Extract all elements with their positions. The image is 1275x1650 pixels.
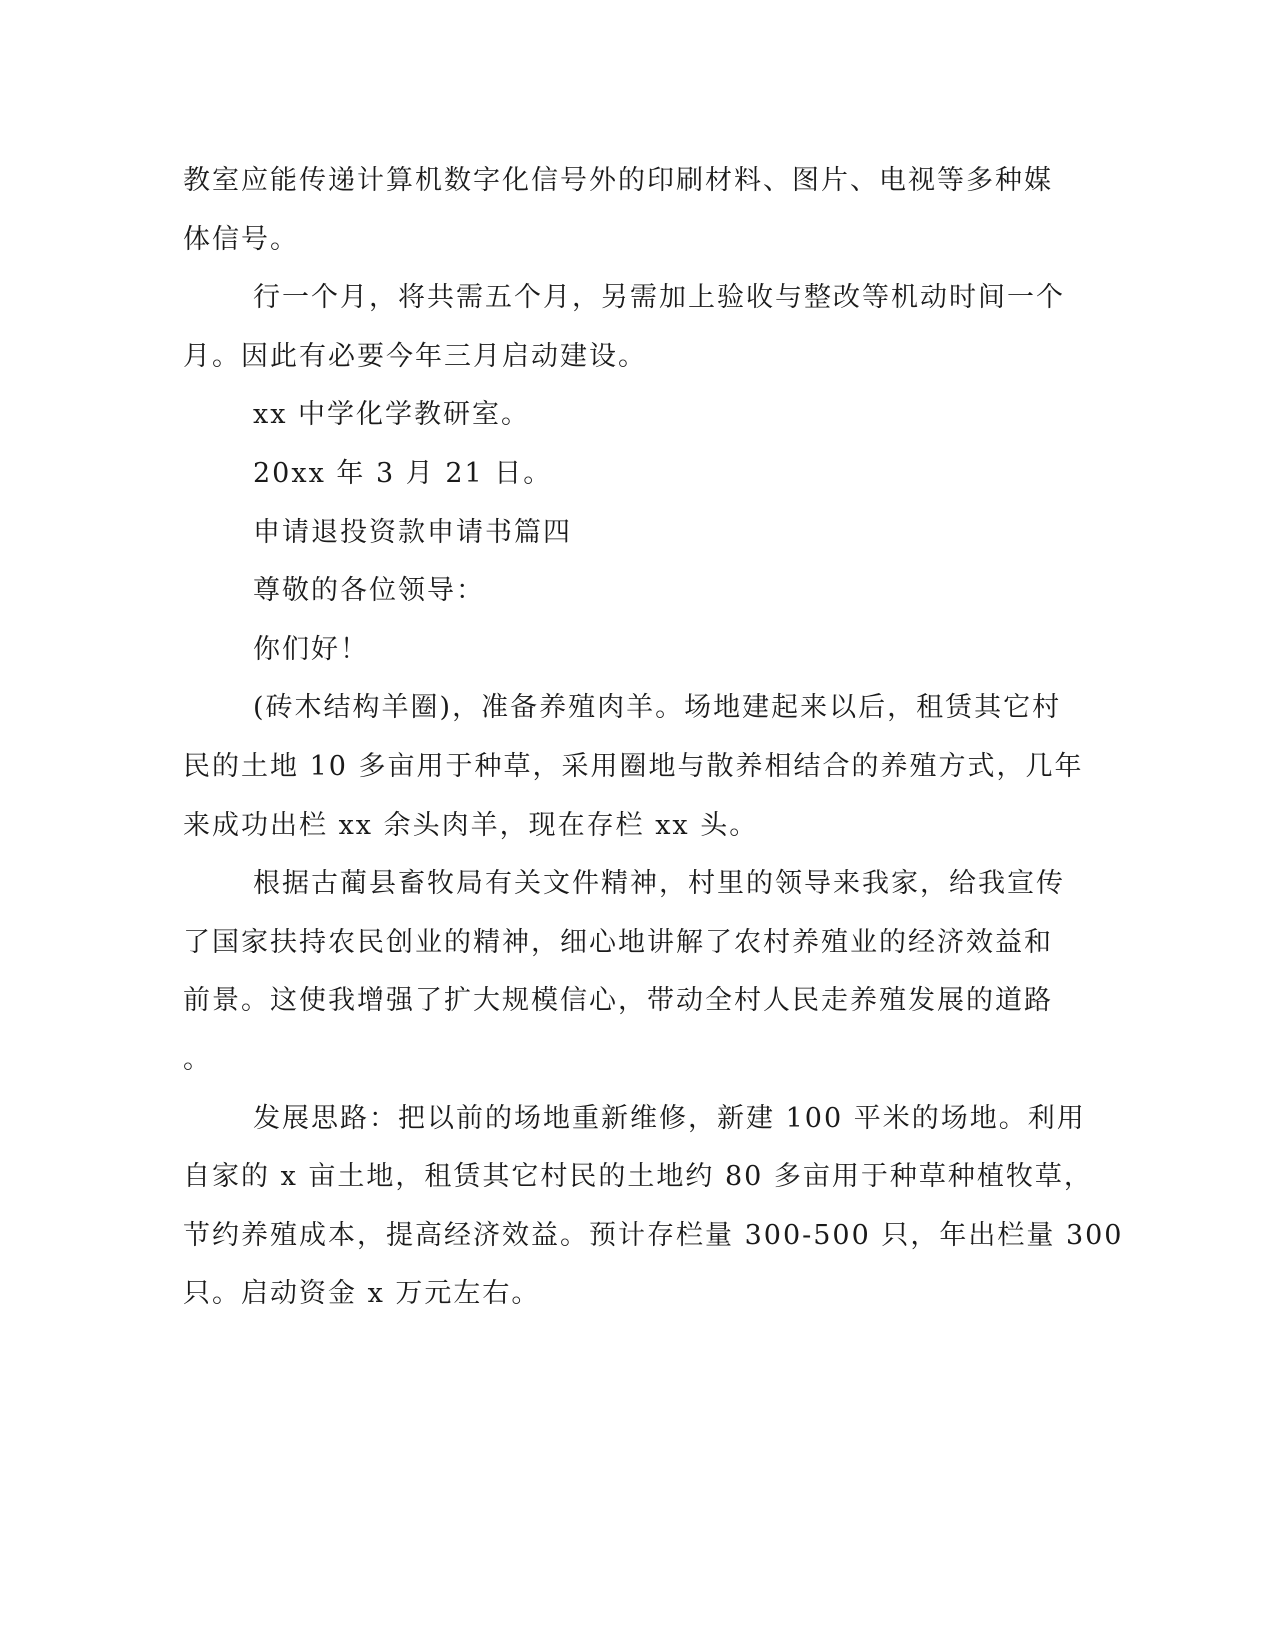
signature-date: 20xx 年 3 月 21 日。 (253, 457, 553, 489)
text-line: 前景。这使我增强了扩大规模信心，带动全村人民走养殖发展的道路 (183, 985, 1053, 1017)
text-line: 发展思路：把以前的场地重新维修，新建 100 平米的场地。利用 (253, 1102, 1086, 1134)
text-line: 根据古蔺县畜牧局有关文件精神，村里的领导来我家，给我宣传 (253, 868, 1065, 900)
signature-org: xx 中学化学教研室。 (253, 399, 531, 431)
text-line: 行一个月，将共需五个月，另需加上验收与整改等机动时间一个 (253, 282, 1065, 314)
text-line: 月。因此有必要今年三月启动建设。 (183, 340, 647, 372)
text-line: 只。启动资金 x 万元左右。 (183, 1278, 541, 1310)
document-body (183, 152, 1124, 1324)
text-line: 教室应能传递计算机数字化信号外的印刷材料、图片、电视等多种媒 (183, 165, 1053, 196)
text-line: 民的土地 10 多亩用于种草，采用圈地与散养相结合的养殖方式，几年 (183, 750, 1084, 782)
text-line: 体信号。 (183, 223, 299, 255)
text-line: 来成功出栏 xx 余头肉羊，现在存栏 xx 头。 (183, 809, 759, 841)
greeting: 你们好！ (253, 633, 369, 665)
text-line: 节约养殖成本，提高经济效益。预计存栏量 300-500 只，年出栏量 300 (183, 1219, 1124, 1251)
salutation: 尊敬的各位领导： (253, 575, 485, 607)
text-line: 了国家扶持农民创业的精神，细心地讲解了农村养殖业的经济效益和 (183, 926, 1053, 958)
text-line: 自家的 x 亩土地，租赁其它村民的土地约 80 多亩用于种草种植牧草， (183, 1161, 1093, 1193)
text-line: (砖木结构羊圈)，准备养殖肉羊。场地建起来以后，租赁其它村 (253, 692, 1062, 724)
text-line: 。 (183, 1043, 212, 1075)
section-title: 申请退投资款申请书篇四 (253, 516, 572, 548)
